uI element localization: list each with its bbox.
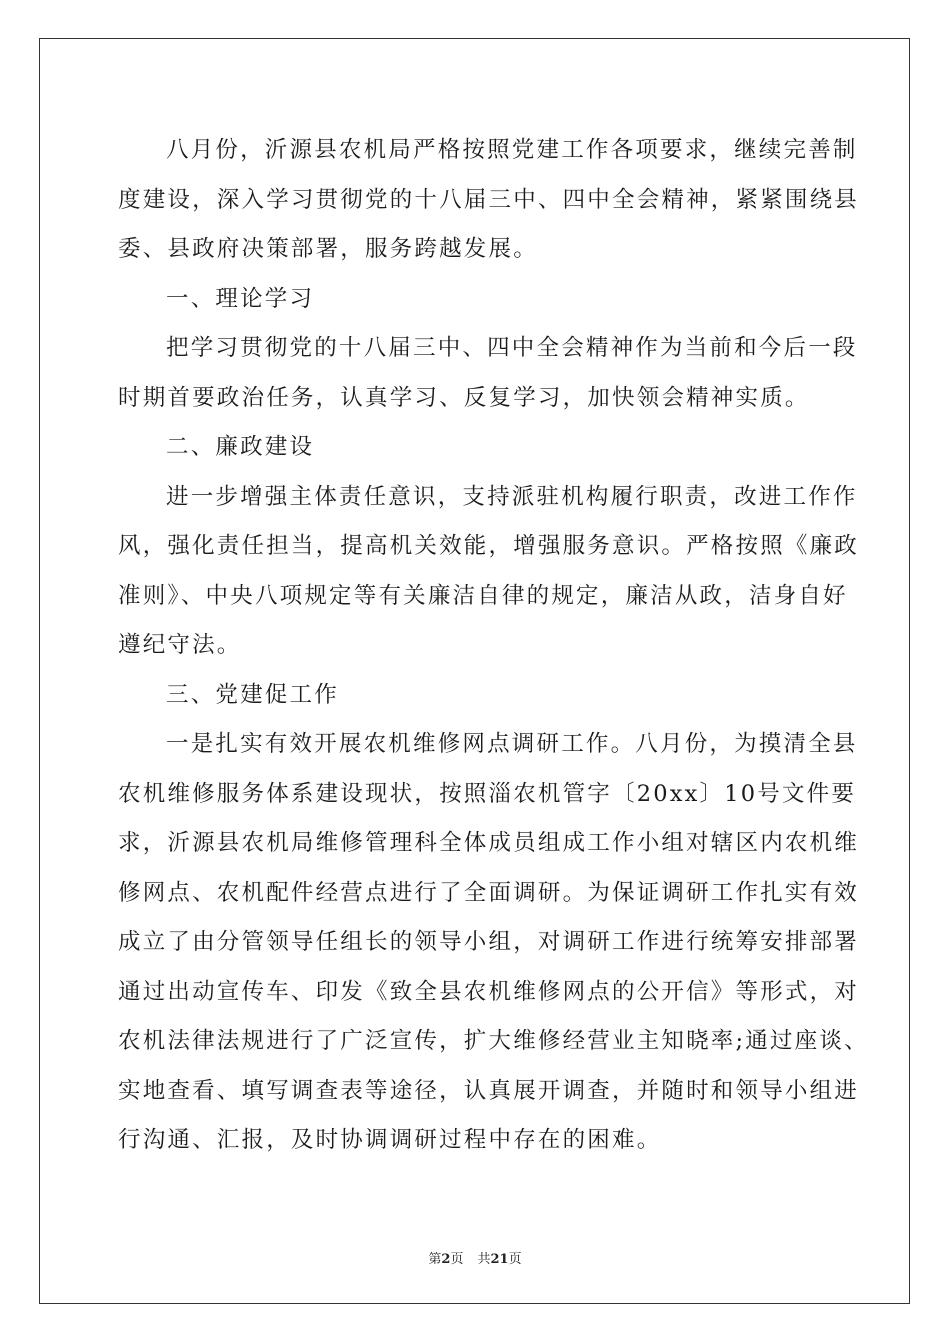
section-heading-theory: 一、理论学习	[166, 285, 315, 312]
page-prefix: 第	[428, 1252, 442, 1267]
paragraph-line: 委、县政府决策部署，服务跨越发展。	[118, 236, 538, 262]
paragraph-line: 风，强化责任担当，提高机关效能，增强服务意识。严格按照《廉政	[118, 533, 860, 559]
total-prefix: 共	[477, 1252, 491, 1267]
paragraph-line: 一是扎实有效开展农机维修网点调研工作。八月份，为摸清全县	[166, 731, 858, 757]
page-unit: 页	[450, 1252, 464, 1267]
paragraph-line: 八月份，沂源县农机局严格按照党建工作各项要求，继续完善制	[166, 137, 858, 163]
page-footer	[0, 1248, 950, 1267]
paragraph-line: 进一步增强主体责任意识，支持派驻机构履行职责，改进工作作	[166, 483, 858, 510]
paragraph-line: 求，沂源县农机局维修管理科全体成员组成工作小组对辖区内农机维	[118, 830, 860, 856]
current-page-number: 2	[441, 1252, 451, 1267]
paragraph-line: 行沟通、汇报，及时协调调研过程中存在的困难。	[118, 1127, 662, 1153]
paragraph-line: 修网点、农机配件经营点进行了全面调研。为保证调研工作扎实有效	[118, 879, 860, 906]
paragraph-line: 农机维修服务体系建设现状，按照淄农机管字〔20xx〕10号文件要	[118, 780, 857, 807]
paragraph-line: 农机法律法规进行了广泛宣传，扩大维修经营业主知晓率;通过座谈、	[118, 1028, 869, 1054]
paragraph-line: 度建设，深入学习贯彻党的十八届三中、四中全会精神，紧紧围绕县	[118, 186, 860, 213]
document-body	[118, 126, 869, 1166]
total-page-count: 21	[490, 1252, 509, 1267]
paragraph-line: 遵纪守法。	[118, 632, 242, 658]
paragraph-line: 实地查看、填写调查表等途径，认真展开调查，并随时和领导小组进	[118, 1077, 860, 1104]
total-unit: 页	[508, 1252, 522, 1267]
paragraph-line: 时期首要政治任务，认真学习、反复学习，加快领会精神实质。	[118, 384, 810, 411]
section-heading-integrity: 二、廉政建设	[166, 434, 315, 460]
paragraph-line: 通过出动宣传车、印发《致全县农机维修网点的公开信》等形式，对	[118, 978, 860, 1005]
section-heading-party-building: 三、党建促工作	[166, 681, 339, 708]
paragraph-line: 成立了由分管领导任组长的领导小组，对调研工作进行统筹安排部署	[118, 929, 860, 955]
paragraph-line: 准则》、中央八项规定等有关廉洁自律的规定，廉洁从政，洁身自好	[118, 582, 848, 609]
paragraph-line: 把学习贯彻党的十八届三中、四中全会精神作为当前和今后一段	[166, 335, 858, 361]
